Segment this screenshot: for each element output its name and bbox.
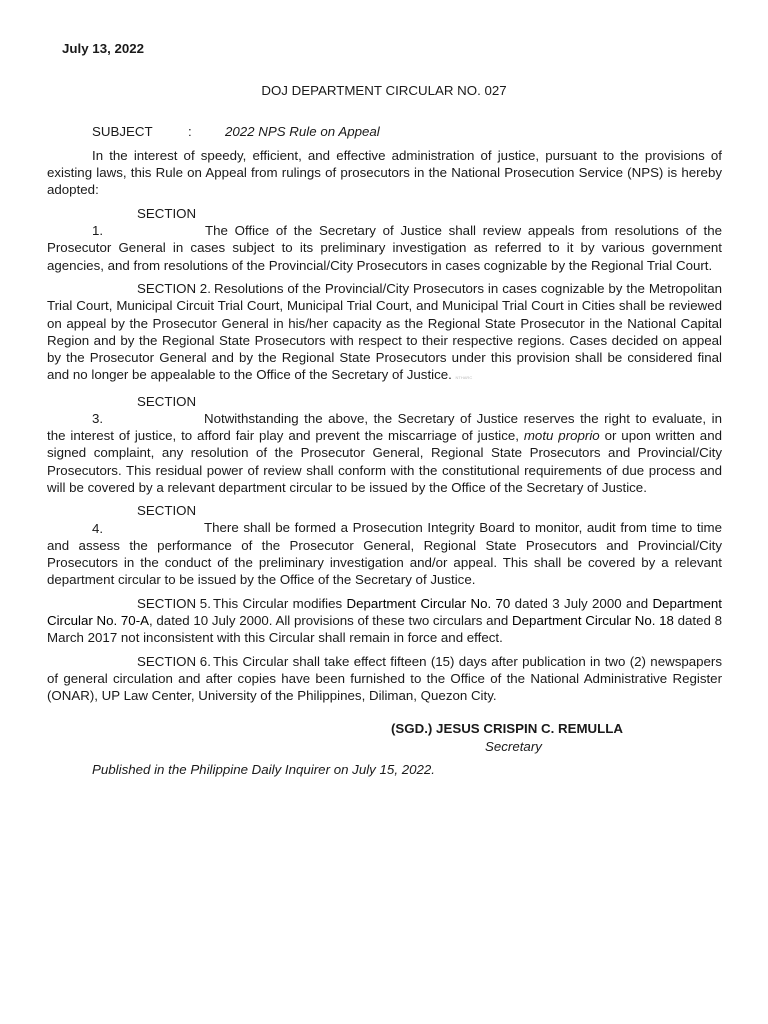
section-1-label: SECTION 1. [92, 206, 197, 239]
subject-colon: : [188, 124, 192, 139]
section-6-label: SECTION 6. [137, 653, 211, 669]
section-5-label: SECTION 5. [137, 595, 211, 611]
section-3-label: SECTION 3. [92, 393, 197, 427]
section-5 [47, 595, 722, 647]
document-body [47, 147, 722, 711]
section-4-label: SECTION 4. [92, 503, 197, 536]
subject-line [92, 124, 380, 139]
section-2-text: Resolutions of the Provincial/City Prosecutors in cases cognizable by the Metropolitan Trial Court, Municipal Circuit Trial Court, Municipal Trial Court, and Municipal Trial Court in Cities shall be reviewed on appeal by the Prosecutor General in his/her capacity as the Regional State Prosecutor in the National Capital Region and by the Regional State Prosecutors with respect to their respective regions. Cases decided on appeal by the Prosecutor General and by the Regional State Prosecutors under this provision shall be considered final and no longer be appealable to the Office of the Secretary of Justice. [47, 281, 722, 383]
section-6 [47, 653, 722, 705]
section-1 [47, 205, 722, 274]
section-4-text: There shall be formed a Prosecution Integrity Board to monitor, audit from time to time and assess the performance of the Prosecutor General, Regional State Prosecutors and Provincial/City Prosecutors in the conduct of the preliminary investigation and/or appeal. This shall be covered by a relevant department circular to be issued by the Office of the Secretary of Justice. [47, 520, 722, 588]
signatory-name: (SGD.) JESUS CRISPIN C. REMULLA [391, 721, 623, 736]
section-6-text: This Circular shall take effect fifteen (15) days after publication in two (2) newspapers of general circulation and after copies have been furnished to the Office of the National Administrative Register (ONAR), UP Law Center, University of the Philippines, Diliman, Quezon City. [47, 653, 722, 704]
signatory-title: Secretary [485, 739, 542, 754]
section-3 [47, 393, 722, 496]
dc-70-link[interactable]: Department Circular No. 70 [346, 595, 511, 611]
section-3-italic: motu proprio [523, 428, 600, 444]
section-5-text-1: This Circular modifies [213, 595, 343, 611]
section-3-text-a: Notwithstanding the above, the Secretary of Justice reserves the right to evaluate, in the interest of justice, to afford fair play and prevent the miscarriage of justice, [47, 411, 722, 444]
section-5-text-2: dated 3 July 2000 and [514, 595, 649, 611]
section-5-text-4: dated 8 March 2017 not inconsistent with this Circular shall remain in force and effect. [47, 613, 723, 646]
section-1-text: The Office of the Secretary of Justice shall review appeals from resolutions of the Prosecutor General in cases subject to its preliminary investigation as referred to it by various government agencies, and from resolutions of the Provincial/City Prosecutors in cases cognizable by the Regional Trial Court. [47, 223, 722, 273]
dc-70a-link[interactable]: Department Circular No. 70-A [47, 595, 722, 629]
section-2 [47, 280, 722, 386]
publication-note: Published in the Philippine Daily Inquirer on July 15, 2022. [92, 762, 435, 777]
intro-paragraph: In the interest of speedy, efficient, and effective administration of justice, pursuant to the provisions of existing laws, this Rule on Appeal from rulings of prosecutors in the National Prosecution Service (NPS) is hereby adopted: [47, 148, 722, 198]
section-2-label: SECTION 2. [137, 281, 211, 297]
section-3-text-b: or upon written and signed complaint, any resolution of the Prosecutor General, Regional State Prosecutors and Provincial/City Prosecutors. This residual power of review shall conform with the constitutional requirements of due process and will be covered by a relevant department circular to be issued by the Office of the Secretary of Justice. [47, 428, 722, 495]
section-4 [47, 502, 722, 588]
document-date: July 13, 2022 [62, 41, 145, 56]
subject-label: SUBJECT [92, 124, 153, 139]
section-5-text-3: , dated 10 July 2000. All provisions of these two circulars and [149, 613, 509, 629]
dc-18-link[interactable]: Department Circular No. 18 [512, 613, 674, 629]
faint-mark: NTHARC [455, 375, 473, 381]
circular-title: DOJ DEPARTMENT CIRCULAR NO. 027 [261, 83, 507, 98]
subject-value: 2022 NPS Rule on Appeal [225, 124, 380, 139]
